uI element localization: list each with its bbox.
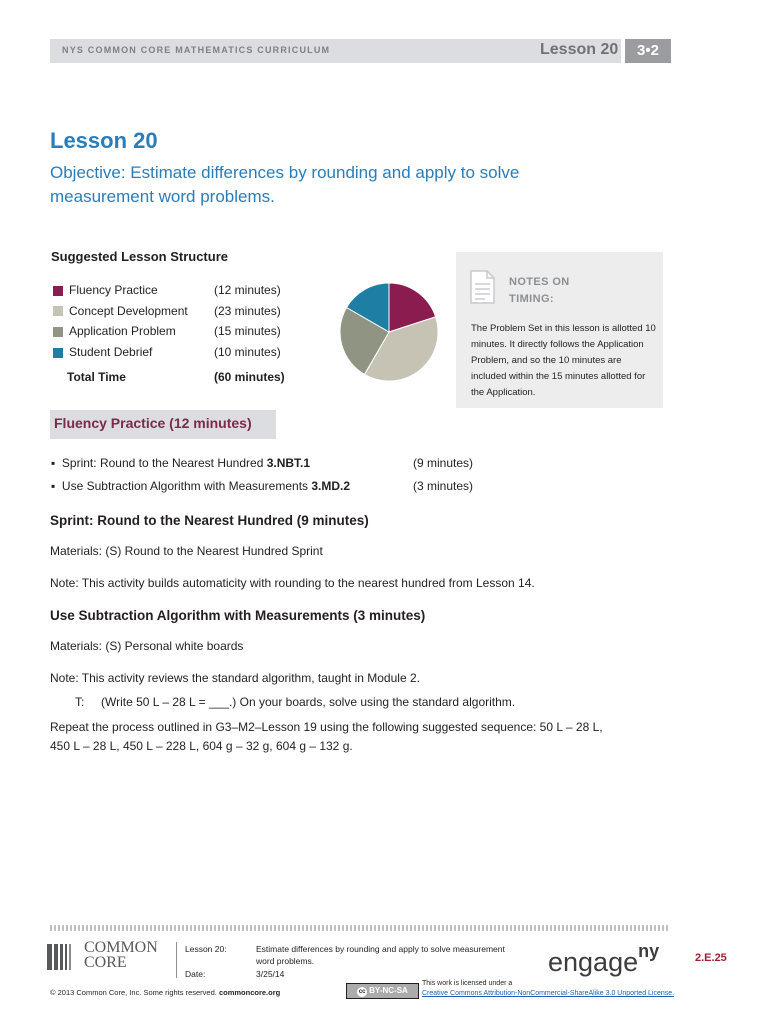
fluency-bullet-2-text: Use Subtraction Algorithm with Measurements bbox=[61, 479, 312, 493]
objective bbox=[50, 161, 610, 209]
notes-heading-line-2: TIMING: bbox=[509, 293, 554, 305]
page-number: 2.E.25 bbox=[695, 952, 727, 964]
subtraction-note: Note: This activity reviews the standard algorithm, taught in Module 2. bbox=[50, 671, 420, 685]
fluency-bullet-1 bbox=[51, 456, 310, 470]
header-lesson: Lesson 20 bbox=[540, 41, 619, 58]
repeat-line-2: 450 L – 28 L, 450 L – 228 L, 604 g – 32 g, 604 g – 132 g. bbox=[50, 739, 353, 753]
footer-date-label: Date: bbox=[185, 969, 206, 979]
legend-swatch-fluency bbox=[53, 286, 63, 296]
ny-text: ny bbox=[638, 941, 660, 961]
structure-label-debrief: Student Debrief bbox=[69, 345, 153, 359]
structure-label-concept: Concept Development bbox=[69, 304, 188, 318]
structure-time-concept: (23 minutes) bbox=[214, 304, 281, 318]
structure-label-application: Application Problem bbox=[69, 324, 176, 338]
legend-swatch-concept bbox=[53, 306, 63, 316]
sprint-materials: Materials: (S) Round to the Nearest Hundred Sprint bbox=[50, 544, 323, 558]
teacher-prompt: (Write 50 L – 28 L = ___.) On your boards, solve using the standard algorithm. bbox=[101, 695, 516, 709]
fluency-heading: Fluency Practice (12 minutes) bbox=[54, 415, 252, 431]
objective-line-1: Objective: Estimate differences by rounding and apply to solve bbox=[50, 163, 520, 182]
license-link[interactable]: Creative Commons Attribution-NonCommercial-ShareAlike 3.0 Unported License. bbox=[422, 990, 675, 997]
sprint-note: Note: This activity builds automaticity with rounding to the nearest hundred from Lesson 14. bbox=[50, 576, 535, 590]
footer-lesson-desc-2: word problems. bbox=[256, 956, 315, 966]
fluency-bullet-1-standard: 3.NBT.1 bbox=[266, 456, 311, 470]
repeat-line-1: Repeat the process outlined in G3–M2–Lesson 19 using the following suggested sequence: 50 L – 28 L, bbox=[50, 720, 603, 734]
copyright-text: © 2013 Common Core, Inc. Some rights reserved. bbox=[50, 988, 219, 997]
structure-time-fluency: (12 minutes) bbox=[214, 283, 281, 297]
footer-lesson-desc-1: Estimate differences by rounding and apply to solve measurement bbox=[256, 944, 505, 954]
curriculum-title: NYS COMMON CORE MATHEMATICS CURRICULUM bbox=[62, 45, 331, 55]
footer-divider bbox=[176, 942, 177, 978]
objective-line-2: measurement word problems. bbox=[50, 187, 275, 206]
legend-swatch-application bbox=[53, 327, 63, 337]
lesson-structure-pie-chart bbox=[338, 281, 440, 383]
structure-heading: Suggested Lesson Structure bbox=[51, 249, 228, 264]
logo-line-1: COMMON bbox=[84, 939, 158, 956]
bullet-icon: ▪ bbox=[51, 456, 62, 470]
footer-copyright bbox=[50, 988, 280, 997]
copyright-link[interactable]: commoncore.org bbox=[218, 988, 281, 997]
structure-time-debrief: (10 minutes) bbox=[214, 345, 281, 359]
notes-body: The Problem Set in this lesson is allotted 10 minutes. It directly follows the Application Problem, and so the 10 minutes are included within the 15 minutes allotted for the Application. bbox=[471, 323, 656, 398]
page-title: Lesson 20 bbox=[50, 128, 158, 153]
subtraction-heading: Use Subtraction Algorithm with Measurements (3 minutes) bbox=[50, 608, 426, 623]
subtraction-materials: Materials: (S) Personal white boards bbox=[50, 639, 244, 653]
document-icon bbox=[469, 270, 495, 304]
notes-heading bbox=[509, 274, 570, 308]
structure-time-application: (15 minutes) bbox=[214, 324, 281, 338]
license-badge-text: BY-NC-SA bbox=[369, 986, 408, 995]
legend-swatch-debrief bbox=[53, 348, 63, 358]
fluency-bullet-2 bbox=[51, 479, 350, 493]
fluency-bullet-1-text: Sprint: Round to the Nearest Hundred bbox=[61, 456, 267, 470]
footer-rule bbox=[50, 925, 670, 931]
fluency-bullet-1-time: (9 minutes) bbox=[413, 456, 474, 470]
fluency-bullet-2-standard: 3.MD.2 bbox=[311, 479, 351, 493]
bullet-icon: ▪ bbox=[51, 479, 62, 493]
logo-line-2: CORE bbox=[84, 954, 127, 971]
header-module-badge: 3•2 bbox=[625, 39, 671, 63]
cc-icon: cc bbox=[358, 989, 366, 995]
engage-text: engage bbox=[548, 947, 639, 977]
cc-license-badge bbox=[346, 983, 419, 999]
footer-lesson-label: Lesson 20: bbox=[185, 944, 227, 954]
total-time-label: Total Time bbox=[67, 370, 126, 384]
notes-heading-line-1: NOTES ON bbox=[509, 276, 570, 288]
common-core-logo-text bbox=[84, 940, 158, 970]
structure-label-fluency: Fluency Practice bbox=[69, 283, 158, 297]
teacher-label: T: bbox=[75, 695, 85, 709]
sprint-heading: Sprint: Round to the Nearest Hundred (9 minutes) bbox=[50, 513, 369, 528]
engageny-logo bbox=[548, 941, 659, 978]
footer-date: 3/25/14 bbox=[256, 969, 285, 979]
total-time-value: (60 minutes) bbox=[214, 370, 285, 384]
common-core-logo-icon bbox=[47, 942, 79, 972]
license-line-1: This work is licensed under a bbox=[422, 980, 513, 987]
fluency-bullet-2-time: (3 minutes) bbox=[413, 479, 474, 493]
